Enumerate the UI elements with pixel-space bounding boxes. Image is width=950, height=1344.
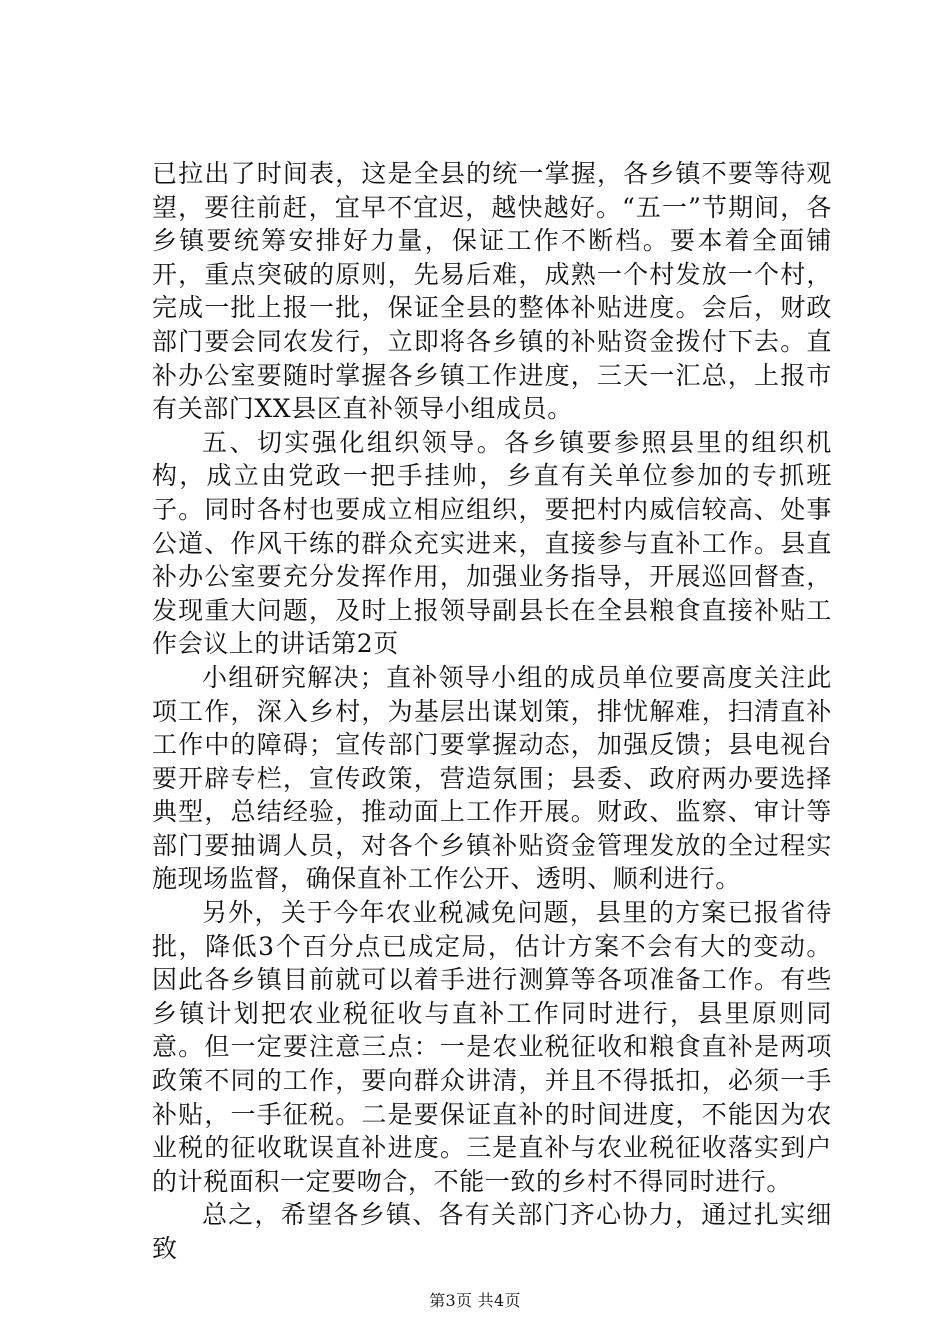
page-number-footer: 第3页 共4页 [429,1291,521,1310]
paragraph-2: 五、切实强化组织领导。各乡镇要参照县里的组织机构，成立由党政一把手挂帅，乡直有关单位参加的专抓班子。同时各村也要成立相应组织，要把村内威信较高、处事公道、作风干练的群众充实进来，直接参与直补工作。县直补办公室要充分发挥作用，加强业务指导，开展巡回督查，发现重大问题，及时上报领导副县长在全县粮食直接补贴工作会议上的讲话第2页 [152,427,832,659]
paragraph-5: 总之，希望各乡镇、各有关部门齐心协力，通过扎实细致 [152,1200,832,1263]
document-body [152,157,832,1266]
paragraph-1: 已拉出了时间表，这是全县的统一掌握，各乡镇不要等待观望，要往前赶，宜早不宜迟，越快越好。“五一”节期间，各乡镇要统筹安排好力量，保证工作不断档。要本着全面铺开，重点突破的原则，先易后难，成熟一个村发放一个村，完成一批上报一批，保证全县的整体补贴进度。会后，财政部门要会同农发行，立即将各乡镇的补贴资金拨付下去。直补办公室要随时掌握各乡镇工作进度，三天一汇总，上报市有关部门XX县区直补领导小组成员。 [152,159,832,424]
paragraph-4: 另外，关于今年农业税减免问题，县里的方案已报省待批，降低3个百分点已成定局，估计方案不会有大的变动。因此各乡镇目前就可以着手进行测算等各项准备工作。有些乡镇计划把农业税征收与直补工作同时进行，县里原则同意。但一定要注意三点：一是农业税征收和粮食直补是两项政策不同的工作，要向群众讲清，并且不得抵扣，必须一手补贴，一手征税。二是要保证直补的时间进度，不能因为农业税的征收耽误直补进度。三是直补与农业税征收落实到户的计税面积一定要吻合，不能一致的乡村不得同时进行。 [152,898,832,1196]
paragraph-3: 小组研究解决；直补领导小组的成员单位要高度关注此项工作，深入乡村，为基层出谋划策，排忧解难，扫清直补工作中的障碍；宣传部门要掌握动态，加强反馈；县电视台要开辟专栏，宣传政策，营造氛围；县委、政府两办要选择典型，总结经验，推动面上工作开展。财政、监察、审计等部门要抽调人员，对各个乡镇补贴资金管理发放的全过程实施现场监督，确保直补工作公开、透明、顺利进行。 [152,662,832,894]
